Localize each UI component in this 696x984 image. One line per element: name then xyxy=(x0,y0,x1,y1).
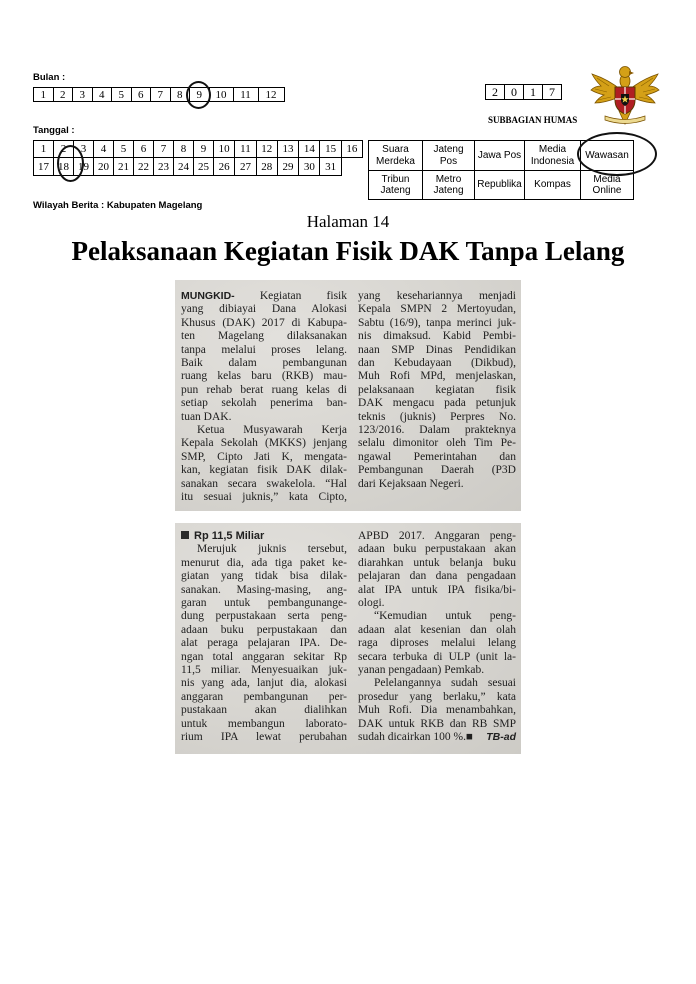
article-line-text: Pelelangannya sudah sesuai xyxy=(374,677,516,690)
date-cell: 1 xyxy=(34,141,54,158)
article-line xyxy=(358,584,516,597)
month-cell: 11 xyxy=(233,88,258,102)
month-cell: 9 xyxy=(190,88,210,102)
date-cell: 11 xyxy=(235,141,256,158)
article-line xyxy=(181,424,347,437)
subheading-text: Rp 11,5 Miliar xyxy=(194,530,265,542)
article-line-text: dari Kejaksaan Negeri. xyxy=(358,477,464,490)
article-line xyxy=(181,397,347,410)
article-line xyxy=(181,290,347,303)
article-line xyxy=(181,570,347,583)
article-line-text: pun rehab berat ruang kelas di xyxy=(181,383,347,396)
article-line xyxy=(358,411,516,424)
newspaper-clipping xyxy=(175,523,521,754)
article-line xyxy=(358,691,516,704)
article-line-text: APBD 2017. Anggaran peng- xyxy=(358,530,516,542)
month-cell: 1 xyxy=(34,88,54,102)
article-line xyxy=(181,357,347,370)
article-title: Pelaksanaan Kegiatan Fisik DAK Tanpa Lelang xyxy=(71,236,625,266)
date-cell: 24 xyxy=(174,158,194,176)
article-line xyxy=(181,370,347,383)
article-line-text: selalu dimonitor oleh Tim Pe- xyxy=(358,437,516,450)
year-digit-cell: 0 xyxy=(505,85,524,100)
year-box xyxy=(485,84,562,100)
article-line-text: yang dibiayai Dana Alokasi xyxy=(181,303,347,316)
article-line-text: untuk membangun laborato- xyxy=(181,717,347,730)
date-cell: 20 xyxy=(94,158,114,176)
date-cell: 27 xyxy=(235,158,256,176)
article-line xyxy=(358,437,516,450)
article-line xyxy=(358,478,516,491)
article-line xyxy=(358,303,516,316)
month-cell: 12 xyxy=(258,88,284,102)
month-cell: 6 xyxy=(131,88,151,102)
article-line xyxy=(181,344,347,357)
article-line xyxy=(358,597,516,610)
article-line xyxy=(181,543,347,556)
article-line-text: secara terbuka di ULP (unit la- xyxy=(358,650,516,663)
article-line-text: alat peraga pelajaran IPA. De- xyxy=(181,637,347,650)
year-digit-cell: 1 xyxy=(524,85,543,100)
article-line xyxy=(358,664,516,677)
subheading xyxy=(181,530,347,543)
article-line xyxy=(358,464,516,477)
article-line xyxy=(358,370,516,383)
empty-cell xyxy=(341,158,362,176)
article-line xyxy=(358,424,516,437)
article-line xyxy=(181,557,347,570)
article-line-text: tanpa melalui proses lelang. xyxy=(181,343,347,356)
article-line-text: 11,5 miliar. Menyesuaikan juk- xyxy=(181,664,347,677)
newspaper-cell: Republika xyxy=(475,171,525,200)
article-paragraph xyxy=(358,677,516,744)
article-line-text: sanakan secara swakelola. “Hal xyxy=(181,477,347,490)
date-cell: 15 xyxy=(320,141,341,158)
article-line-text: prosedur yang berlaku,” kata xyxy=(358,690,516,703)
month-row xyxy=(34,88,285,102)
article-line xyxy=(181,478,347,491)
article-line-text: raga diproses melalui lelang xyxy=(358,637,516,650)
article-line-text: alat IPA untuk IPA fisika/bi- xyxy=(358,583,516,596)
date-row xyxy=(34,158,363,176)
garuda-emblem-logo xyxy=(589,63,661,127)
date-cell: 25 xyxy=(194,158,214,176)
article-line xyxy=(358,651,516,664)
date-cell: 26 xyxy=(214,158,235,176)
article-line-text: Kepala SMPN 2 Mertoyudan, xyxy=(358,303,516,316)
article-line-text: pelaksanaan kegiatan fisik xyxy=(358,383,516,396)
newspaper-row xyxy=(369,171,634,200)
newspaper-row xyxy=(369,141,634,171)
article-line-text: yang kesehariannya menjadi xyxy=(358,290,516,302)
article-line-text: DAK untuk RKB dan RB SMP xyxy=(358,717,516,730)
article-column xyxy=(181,290,347,505)
month-cell: 8 xyxy=(170,88,190,102)
article-line-text: Muh Rofi. Dia menambahkan, xyxy=(358,704,516,717)
month-grid xyxy=(33,87,285,102)
article-line xyxy=(181,411,347,424)
article-line-text: naan SMP Dinas Pendidikan xyxy=(358,343,516,356)
article-line xyxy=(181,731,347,744)
date-cell: 10 xyxy=(214,141,235,158)
month-cell: 10 xyxy=(209,88,233,102)
article-line-text: diarahkan untuk belanja buku xyxy=(358,556,516,569)
month-cell: 2 xyxy=(53,88,73,102)
date-cell: 22 xyxy=(134,158,154,176)
date-row xyxy=(34,141,363,158)
article-line-text: Khusus (DAK) 2017 di Kabupa- xyxy=(181,316,347,329)
article-column xyxy=(181,530,347,745)
date-cell: 31 xyxy=(320,158,341,176)
article-line-text: sudah dicairkan 100 %.■ xyxy=(358,731,473,744)
article-line xyxy=(181,651,347,664)
date-cell: 30 xyxy=(299,158,320,176)
article-line xyxy=(181,624,347,637)
article-line xyxy=(358,610,516,623)
month-cell: 3 xyxy=(73,88,93,102)
article-line xyxy=(181,464,347,477)
date-cell: 3 xyxy=(74,141,94,158)
month-label: Bulan : xyxy=(33,72,66,83)
article-line xyxy=(358,330,516,343)
date-cell: 6 xyxy=(134,141,154,158)
article-line-text: Ketua Musyawarah Kerja xyxy=(197,424,347,437)
article-line xyxy=(358,637,516,650)
newspaper-cell: Tribun Jateng xyxy=(369,171,423,200)
article-line-text: sanakan. Masing-masing, ang- xyxy=(181,583,347,596)
newspaper-cell: Jawa Pos xyxy=(475,141,525,171)
article-line-text: rium IPA lewat perubahan xyxy=(181,731,347,744)
article-line-text: Kepala Sekolah (MKKS) jenjang xyxy=(181,437,347,450)
article-line xyxy=(181,704,347,717)
page-number: Halaman 14 xyxy=(306,212,390,231)
article-line-text: giatan yang tidak bisa dilak- xyxy=(181,570,347,583)
article-line xyxy=(358,290,516,303)
article-line-text: ruang kelas baru (RKB) mau- xyxy=(181,370,347,383)
article-line-text: itu sesuai juknis,” kata Cipto, xyxy=(181,491,347,504)
article-line-text: Muh Rofi MPd, menjelaskan, xyxy=(358,370,516,383)
article-line xyxy=(358,718,516,731)
date-cell: 19 xyxy=(74,158,94,176)
article-line-text: nis yang ada, lanjut dia, alokasi xyxy=(181,677,347,690)
article-line-text: adaan buku perpustakaan akan xyxy=(358,543,516,556)
date-cell: 5 xyxy=(114,141,134,158)
article-line xyxy=(181,664,347,677)
article-line xyxy=(358,677,516,690)
month-cell: 4 xyxy=(92,88,112,102)
article-line xyxy=(181,677,347,690)
article-paragraph xyxy=(181,543,347,744)
article-line xyxy=(181,691,347,704)
article-line xyxy=(181,303,347,316)
article-line-text: tuan DAK. xyxy=(181,410,232,423)
article-line xyxy=(181,491,347,504)
article-line xyxy=(358,624,516,637)
article-line-text: DAK mengacu pada petunjuk xyxy=(358,397,516,410)
date-cell: 13 xyxy=(277,141,298,158)
article-line-text: 123/2016. Dalam prakteknya xyxy=(358,424,516,437)
article-line-text: garan untuk pembangunange- xyxy=(181,597,347,610)
article-line-text: Baik dalam pembangunan xyxy=(181,357,347,370)
date-grid xyxy=(33,140,363,176)
article-paragraph xyxy=(181,290,347,424)
date-cell: 2 xyxy=(54,141,74,158)
article-line xyxy=(358,357,516,370)
month-cell: 7 xyxy=(151,88,171,102)
article-line-text: nis dimaksud. Kabid Pembi- xyxy=(358,330,516,343)
article-line xyxy=(181,317,347,330)
article-line xyxy=(181,718,347,731)
article-line xyxy=(358,397,516,410)
article-line-text: ngawal Pemerintahan dan xyxy=(358,450,516,463)
article-line-text: yanan pengadaan) Pemkab. xyxy=(358,664,485,677)
head xyxy=(620,67,631,78)
date-cell: 28 xyxy=(256,158,277,176)
date-label: Tanggal : xyxy=(33,125,75,136)
author-signoff: TB-ad xyxy=(486,731,516,744)
newspaper-cell: Wawasan xyxy=(581,141,634,171)
year-digit-cell: 7 xyxy=(543,85,562,100)
newspaper-cell: Media Indonesia xyxy=(525,141,581,171)
newspaper-clipping xyxy=(175,280,521,511)
article-line-text: kan, kegiatan fisik DAK dilak- xyxy=(181,464,347,477)
article-line-text: teknis (juknis) Perpres No. xyxy=(358,410,516,423)
date-cell: 16 xyxy=(341,141,362,158)
article-line-text: ten Magelang dilaksanakan xyxy=(181,330,347,343)
article-line xyxy=(358,317,516,330)
article-line xyxy=(181,451,347,464)
article-line xyxy=(358,570,516,583)
article-line-text: Kegiatan fisik xyxy=(259,290,347,302)
article-line-text: “Kemudian untuk peng- xyxy=(374,610,516,623)
dateline: MUNGKID- xyxy=(181,290,235,302)
article-line-text: Merujuk juknis tersebut, xyxy=(197,543,347,556)
date-cell: 17 xyxy=(34,158,54,176)
department-name: SUBBAGIAN HUMAS xyxy=(488,115,578,125)
article-line-text: pelajaran dan dana pengadaan xyxy=(358,570,516,583)
date-cell: 21 xyxy=(114,158,134,176)
article-line-text: dan Kebudayaan (Dikbud), xyxy=(358,357,516,370)
article-line xyxy=(358,704,516,717)
date-cell: 23 xyxy=(154,158,174,176)
article-line-text: adaan alat kesenian dan olah xyxy=(358,623,516,636)
date-cell: 14 xyxy=(299,141,320,158)
date-cell: 4 xyxy=(94,141,114,158)
date-cell: 12 xyxy=(256,141,277,158)
date-cell: 7 xyxy=(154,141,174,158)
newspaper-cell: Jateng Pos xyxy=(423,141,475,171)
newspaper-cell: Metro Jateng xyxy=(423,171,475,200)
beak xyxy=(629,71,634,75)
article-line-text: dung perpustakaan serta peng- xyxy=(181,610,347,623)
article-line-text: anggaran pembangunan per- xyxy=(181,690,347,703)
article-paragraph xyxy=(358,530,516,610)
date-cell: 8 xyxy=(174,141,194,158)
article-paragraph xyxy=(358,610,516,677)
newspaper-cell: Kompas xyxy=(525,171,581,200)
article-line xyxy=(181,597,347,610)
article-line-text: ologi. xyxy=(358,597,385,610)
news-region: Wilayah Berita : Kabupaten Magelang xyxy=(33,200,203,211)
article-line-text: setiap sekolah penerima ban- xyxy=(181,397,347,410)
article-line-text: pustakaan akan dialihkan xyxy=(181,704,347,717)
article-paragraph xyxy=(358,290,516,491)
month-cell: 5 xyxy=(112,88,132,102)
date-cell: 9 xyxy=(194,141,214,158)
article-line xyxy=(181,384,347,397)
article-line xyxy=(358,384,516,397)
article-line xyxy=(358,557,516,570)
article-line xyxy=(358,344,516,357)
article-line-text: ngan total anggaran sekitar Rp xyxy=(181,650,347,663)
article-line-text: menurut dia, ada tiga paket ke- xyxy=(181,556,347,569)
article-line-text: Pembangunan Daerah (P3D xyxy=(358,464,516,477)
article-line xyxy=(181,637,347,650)
date-cell: 29 xyxy=(277,158,298,176)
article-line xyxy=(358,731,516,744)
newspaper-grid xyxy=(368,140,634,200)
article-line xyxy=(181,330,347,343)
article-column xyxy=(358,290,516,491)
article-line xyxy=(181,584,347,597)
article-line-text: Sabtu (16/9), tanpa merinci juk- xyxy=(358,316,516,329)
year-row xyxy=(486,85,562,100)
article-line xyxy=(181,610,347,623)
article-line-text: adaan buku perpustakaan dan xyxy=(181,623,347,636)
year-digit-cell: 2 xyxy=(486,85,505,100)
newspaper-cell: Media Online xyxy=(581,171,634,200)
article-line-text: SMP, Cipto Jati K, mengata- xyxy=(181,450,347,463)
newspaper-cell: Suara Merdeka xyxy=(369,141,423,171)
article-line xyxy=(181,437,347,450)
date-cell: 18 xyxy=(54,158,74,176)
article-line xyxy=(358,530,516,543)
article-line xyxy=(358,543,516,556)
article-column xyxy=(358,530,516,745)
square-bullet-icon xyxy=(181,531,189,539)
article-paragraph xyxy=(181,424,347,504)
article-line xyxy=(358,451,516,464)
